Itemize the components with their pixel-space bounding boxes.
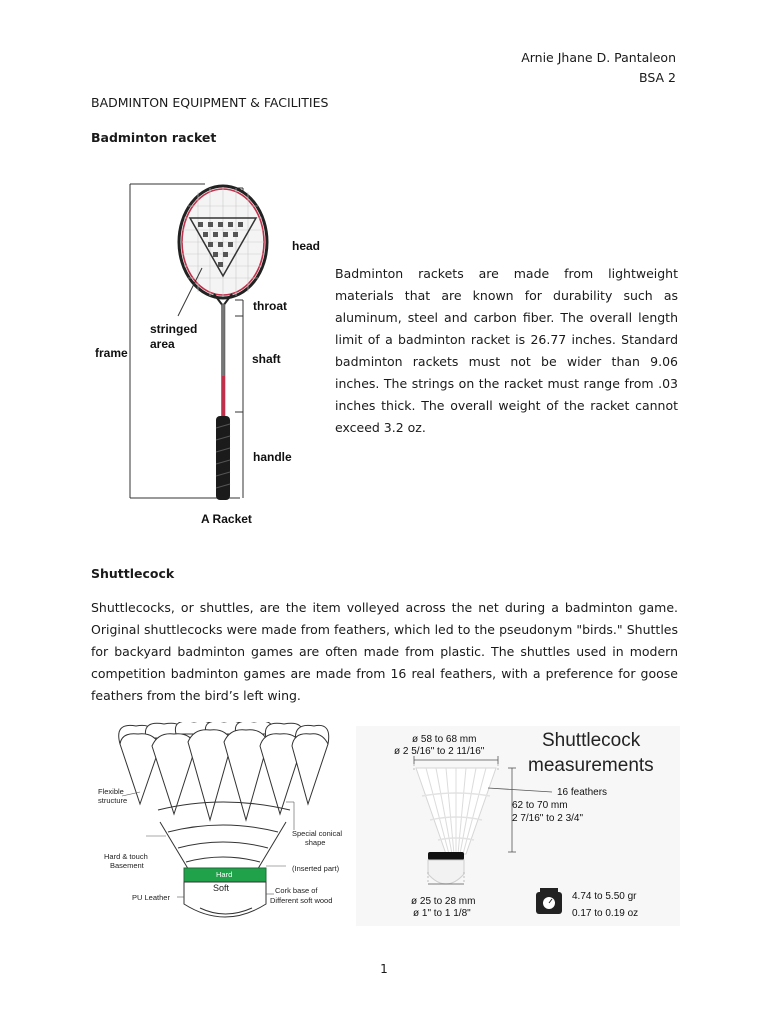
document-title: BADMINTON EQUIPMENT & FACILITIES (91, 95, 329, 110)
racket-paragraph: Badminton rackets are made from lightweight materials that are known for durability such as aluminum, steel and carbon fiber. The overall length limit of a badminton racket is 26.77 inches. Standard badminton rackets must not be wider than 9.06 inches. The strings on the racket must range from .03 inches thick. The overall weight of the racket cannot exceed 3.2 oz. (335, 266, 678, 435)
racket-head (179, 186, 267, 298)
author-name: Arnie Jhane D. Pantaleon (521, 50, 676, 65)
label-hard-band: Hard (216, 870, 233, 879)
label-soft: Soft (213, 883, 230, 893)
label-pu-leather: PU Leather (132, 893, 170, 902)
racket-heading: Badminton racket (91, 130, 217, 145)
author-block (521, 48, 676, 88)
weight-gr: 4.74 to 5.50 gr (572, 891, 637, 902)
course-label: BSA 2 (639, 70, 676, 85)
label-hard-tough-1: Hard & touch (104, 852, 148, 861)
label-flexible-2: structure (98, 796, 128, 805)
base-diameter-in: ø 1" to 1 1/8" (413, 908, 471, 919)
racket-caption: A Racket (201, 512, 252, 526)
label-flexible-1: Flexible (98, 787, 124, 796)
label-area: area (150, 337, 175, 351)
label-cork-2: Different soft wood (270, 896, 333, 905)
label-frame: frame (95, 346, 128, 360)
label-cork-1: Cork base of (275, 886, 318, 895)
label-inserted: (Inserted part) (292, 864, 340, 873)
top-diameter-in: ø 2 5/16" to 2 11/16" (394, 746, 485, 757)
shuttle-heading: Shuttlecock (91, 566, 175, 581)
top-diameter-mm: ø 58 to 68 mm (412, 734, 477, 745)
shuttle-band (428, 852, 464, 860)
base-diameter-mm: ø 25 to 28 mm (411, 896, 476, 907)
measurements-title-1: Shuttlecock (542, 730, 641, 751)
label-head: head (292, 239, 321, 253)
label-stringed: stringed (150, 322, 198, 336)
label-special-1: Special conical (292, 829, 343, 838)
measurements-title-2: measurements (528, 755, 654, 776)
page-number: 1 (380, 962, 388, 976)
label-shaft: shaft (252, 352, 281, 366)
label-hard-tough-2: Basement (110, 861, 144, 870)
feathers-count: 16 feathers (557, 787, 608, 798)
weight-oz: 0.17 to 0.19 oz (572, 908, 639, 919)
height-mm: 62 to 70 mm (512, 800, 568, 811)
shuttle-paragraph: Shuttlecocks, or shuttles, are the item volleyed across the net during a badminton game. Original shuttlecocks were made from feathers, which led to the pseudonym "birds." Shuttles for backyard badminton games are often made from plastic. The shuttles used in modern competition badminton games are made from 16 real feathers, with a preference for goose feathers from the bird’s left wing. (91, 600, 678, 703)
label-throat: throat (253, 299, 287, 313)
label-handle: handle (253, 450, 292, 464)
height-in: 2 7/16" to 2 3/4" (512, 813, 584, 824)
label-special-2: shape (305, 838, 326, 847)
